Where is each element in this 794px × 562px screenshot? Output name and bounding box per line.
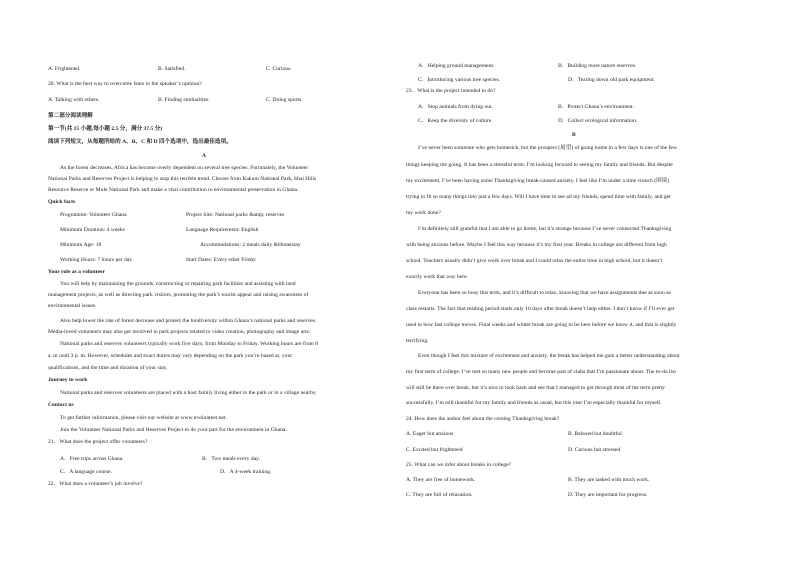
option: A. Talking with others. [48,97,100,103]
option: C．A language course. [60,469,113,475]
text-line: National Parks and Reserves Project is helping to stop this terrible trend. Choose from Kakum National Park, Shai Hills [48,176,317,182]
fact: Project Site: National parks &amp; reserves [186,212,285,218]
text-line: You will help by maintaining the grounds, constructing or repairing park facilities and assisting with land [60,281,296,287]
question-stem: 20. What is the best way to overcome fears in the speaker’s opinion? [48,81,202,87]
fact: Programme: Volunteer Ghana [60,212,127,218]
option: A. Frightened. [48,66,81,72]
text-line: trying to fit so many things into just a few days. Will I have time to see all my friends, spend time with family, and get [406,194,671,200]
text-line: Even though I feel this mixture of excitement and anxiety, the break has helped me gain a better understanding about [418,353,680,359]
option: B. Satisfied. [158,66,186,72]
section-instructions: 阅读下列短文，从每题所给的 A、B、C 和 D 四个选项中，选出最佳选项。 [48,139,232,145]
option: C．Keep the diversity of culture. [418,118,493,124]
option: D．Collect ecological information. [558,118,638,124]
text-line: a. m until 3 p. m. However, schedules and exact duties may vary depending on the park you’re based at, your [48,353,293,359]
option: C. Doing sports. [266,97,303,103]
text-line: Join the Volunteer National Parks and Reserves Project to do your part for the environment in Ghana. [60,427,287,433]
option: D．Tearing down old park equipment. [568,77,655,83]
text-line: I’m definitely still grateful that I am able to go home, but it’s strange because I’ve never connected Thanksgiving [418,226,672,232]
fact: Minimum Duration: 4 weeks [60,227,125,233]
subheading: Journey to work [48,377,88,383]
option: A．Free trips across Ghana. [60,456,124,462]
text-line: environmental issues. [48,303,97,309]
option: B．Two meals every day. [202,456,260,462]
text-line: with being anxious before. Maybe I feel this way because it’s my first year. Breaks in college are different from high [406,242,667,248]
section-title: 第二部分阅读理解 [48,113,93,119]
option: B. Relaxed but doubtful [568,431,622,437]
text-line: school. Teachers usually didn’t give work over break and I could relax the entire time in high school, but it doesn’t [406,258,663,264]
question-stem: 23．What is the project intended to do? [406,88,496,94]
text-line: successfully. I’m still thankful for my family and friends as usual, but this year I’m especially thankful for myself. [406,400,662,406]
fact: Working Hours: 7 hours per day [60,257,133,263]
passage-label: A [202,153,207,159]
option: A. They are free of homework. [406,477,476,483]
option: D. Curious but stressed [568,447,621,453]
passage-label: B [572,132,576,138]
fact: Accommodations: 2 meals daily &Homestay [200,242,301,248]
text-line: To get further information, please visit our website at www.uvolunteer.net. [60,415,227,421]
option: B. They are tasked with much work. [568,477,650,483]
subheading: Contact us [48,402,74,408]
text-line: my excitement, I’ve been having some Thanksgiving break-caused anxiety. I feel like I’m under a time crunch (困境) [406,178,670,184]
text-line: Everyone has been so busy this term, and it’s difficult to relax, knowing that we have assignments due as soon as [418,290,671,296]
question-stem: 25. What can we infer about breaks in college? [406,462,512,468]
option: A．Stop animals from dying out. [418,104,494,110]
text-line: my first term of college. I’ve met so many new people and become part of clubs that I’m passionate about. The to-do list [406,369,676,375]
text-line: Resource Reserve or Mole National Park and make a vital contribution to environmental preservation in Ghana. [48,187,299,193]
fact: Start Dates: Every other Friday [186,257,256,263]
text-line: qualifications, and the time and duration of your stay. [48,365,168,371]
subheading: Quick facts [48,199,76,205]
option: B．Building more nature reserves. [558,63,637,69]
text-line: Media-loved volunteers may also get involved in park projects related to video creation, photography and image arts. [48,329,311,335]
text-line: terrifying. [406,338,429,344]
question-stem: 22．What does a volunteer’s job involve? [48,481,143,487]
option: C. Curious. [266,66,292,72]
text-line: my work done? [406,210,441,216]
option: A．Helping ground management. [418,63,495,69]
option: C. Excited but frightened [406,447,463,453]
option: D. They are important for progress. [568,492,648,498]
text-line: As the forest decreases, Africa has become overly dependent on several tree species. Fortunately, the Volunteer [60,165,309,171]
text-line: class restarts. The fact that reading period starts only 10 days after break doesn’t help either. I don’t know if I’ll ever get [406,306,675,312]
text-line: things keeping me going. It has been a stressful term. I’m looking forward to seeing my family and friends. But despite [406,162,673,168]
option: A. Eager but anxious [406,431,454,437]
text-line: National parks and reserves volunteers are placed with a host family living either in the park or in a village nearby. [60,390,317,396]
text-line: exactly work that way here. [406,274,468,280]
fact: Language Requirement: English [186,227,259,233]
option: D．A 4-week training. [220,469,272,475]
option: B. Finding similarities. [158,97,210,103]
text-line: I’ve never been someone who gets homesick, but the prospect (展望) of going home in a few days is one of the few [418,145,677,151]
option: B．Protect Ghana’s environment. [558,104,634,110]
option: C．Introducing various tree species. [418,77,501,83]
text-line: will still be there over break, but it’s nice to look back and see that I managed to get through most of the term pretty [406,385,665,391]
text-line: used to how fast college moves. Final weeks and winter break are going to be here before we know it, and that is slightly [406,322,677,328]
text-line: Also help lower the rate of forest decrease and protect the biodiversity within Ghana’s national parks and reserves. [60,318,317,324]
text-line: National parks and reserves volunteers typically work five days, from Monday to Friday. Working hours are from 8 [60,341,319,347]
section-subtitle: 第一节(共 15 小题,每小题 2.5 分，满分 37.5 分) [48,126,163,132]
question-stem: 24. How does the author feel about the coming Thanksgiving break? [406,416,560,422]
fact: Minimum Age: 18 [60,242,102,248]
option: C. They are full of relaxation. [406,492,473,498]
subheading: Your role as a volunteer [48,269,105,275]
question-stem: 21．What does the project offer volunteers? [48,439,148,445]
text-line: management projects, as well as directing park visitors, promoting the park’s tourist appeal and raising awareness of [48,292,309,298]
